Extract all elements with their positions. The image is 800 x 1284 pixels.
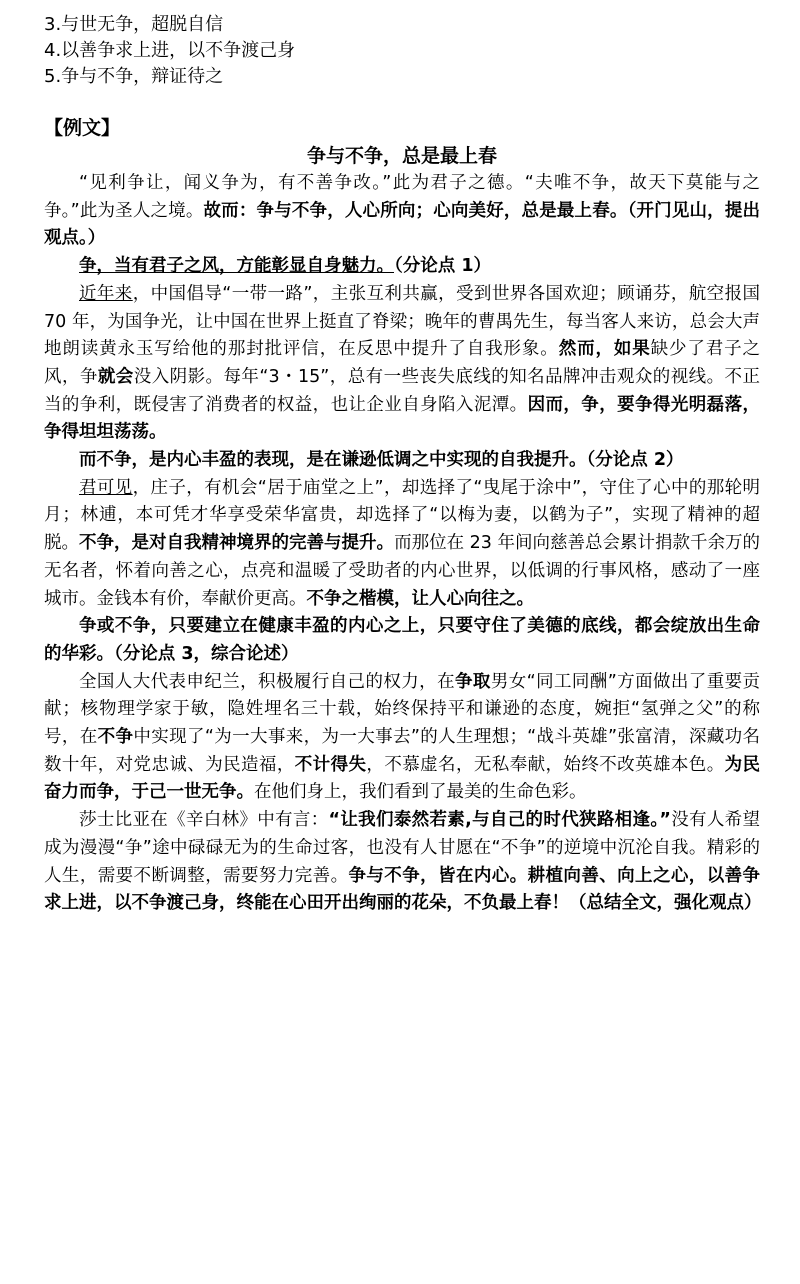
subpoint-2-claim: 而不争，是内心丰盈的表现，是在谦逊低调之中实现的自我提升。（分论点 2） (79, 450, 684, 471)
body-3-text-4: ，不慕虚名，无私奉献，始终不改英雄本色。 (366, 754, 725, 775)
intro-thesis: 故而：争与不争，人心所向；心向美好，总是最上春。（开门见山，提出观点。） (44, 200, 760, 249)
intro-text: “见利争让，闻义争为，有不善争改。”此为君子之德。“夫唯不争，故天下莫能与之争。”此为圣人之境。 (44, 173, 760, 221)
body-3-bold-3: 不计得失 (294, 754, 367, 775)
body-1-bold-1: 然而，如果 (558, 339, 651, 360)
paragraph-body-1 (44, 281, 760, 447)
body-1-text-3: 没入阴影。每年“3・15”，总有一些丧失底线的知名品牌冲击观众的视线。不正当的争利，既侵害了消费者的权益，也让企业自身陷入泥潭。 (44, 366, 761, 415)
conclusion-quote: “让我们泰然若素,与自己的时代狭路相逢。” (328, 810, 671, 831)
paragraph-subpoint-2 (44, 447, 760, 475)
body-2-text-1: ，庄子，有机会“居于庙堂之上”，却选择了“曳尾于涂中”，守住了心中的那轮明月；林逋，本可凭才华享受荣华富贵，却选择了“以梅为妻，以鹤为子”，实现了精神的超脱。 (44, 477, 761, 554)
body-1-bold-2: 就会 (97, 366, 134, 387)
body-3-bold-1: 争取 (455, 671, 491, 692)
body-2-lead: 君可见 (79, 477, 133, 498)
body-2-text-2: 而那位在 23 年间向慈善总会累计捐款千余万的无名者，怀着向善之心，点亮和温暖了受助者的内心世界，以低调的行事风格，感动了一座城市。金钱本有价，奉献价更高。 (44, 533, 761, 609)
body-3-text-5: 在他们身上，我们看到了最美的生命色彩。 (254, 782, 587, 803)
conclusion-text-1: 莎士比亚在《辛白林》中有言： (79, 810, 329, 831)
body-1-lead: 近年来 (79, 283, 133, 304)
subpoint-1-note: （分论点 1） (394, 256, 492, 277)
body-1-conclusion: 因而，争，要争得光明磊落，争得坦坦荡荡。 (44, 394, 761, 443)
paragraph-subpoint-3 (44, 613, 760, 668)
body-3-bold-2: 不争 (97, 727, 134, 748)
outline-list (44, 12, 760, 90)
body-2-conclusion: 不争之楷模，让人心向往之。 (306, 588, 534, 609)
subpoint-1-claim: 争，当有君子之风，方能彰显自身魅力。 (79, 256, 394, 277)
subpoint-3-claim: 争或不争，只要建立在健康丰盈的内心之上，只要守住了美德的底线，都会绽放出生命的华彩。（分论点 3，综合论述） (44, 616, 760, 664)
paragraph-subpoint-1 (44, 253, 760, 281)
body-3-text-1: 全国人大代表申纪兰，积极履行自己的权力，在 (79, 671, 455, 692)
body-1-text-2: 缺少了君子之风，争 (44, 339, 761, 387)
section-label-example: 【例文】 (44, 117, 121, 139)
body-1-text-1: ，中国倡导“一带一路”，主张互利共赢，受到世界各国欢迎；顾诵芬，航空报国 70 年，为国争光，让中国在世界上挺直了脊梁；晚年的曹禺先生，每当客人来访，总会大声地朗读黄永玉写给他的那封批评信，在反思中提升了自我形象。 (44, 283, 760, 360)
paragraph-conclusion (44, 807, 760, 918)
body-2-bold-1: 不争，是对自我精神境界的完善与提升。 (79, 533, 395, 554)
essay-title: 争与不争，总是最上春 (306, 145, 497, 167)
outline-item-4: 4.以善争求上进，以不争渡己身 (44, 40, 296, 61)
body-3-bold-4: 为民奋力而争，于己一世无争。 (44, 754, 761, 803)
conclusion-summary: 争与不争，皆在内心。耕植向善、向上之心，以善争求上进，以不争渡己身，终能在心田开出绚丽的花朵，不负最上春！（总结全文，强化观点） (44, 865, 762, 914)
conclusion-text-2: 没有人希望成为漫漫“争”途中碌碌无为的生命过客，也没有人甘愿在“不争”的逆境中沉沦自我。精彩的人生，需要不断调整，需要努力完善。 (44, 810, 761, 886)
body-3-text-2: 男女“同工同酬”方面做出了重要贡献；核物理学家于敏，隐姓埋名三十载，始终保持平和谦逊的态度，婉拒“氢弹之父”的称号，在 (44, 671, 761, 748)
paragraph-body-3 (44, 669, 760, 808)
outline-item-5: 5.争与不争，辩证待之 (44, 66, 224, 87)
paragraph-body-2 (44, 475, 760, 614)
body-3-text-3: 中实现了“为一大事来，为一大事去”的人生理想；“战斗英雄”张富清，深藏功名数十年，对党忠诚、为民造福， (44, 727, 761, 775)
outline-item-3: 3.与世无争，超脱自信 (44, 14, 224, 35)
paragraph-intro (44, 170, 760, 253)
document-page (44, 12, 760, 918)
